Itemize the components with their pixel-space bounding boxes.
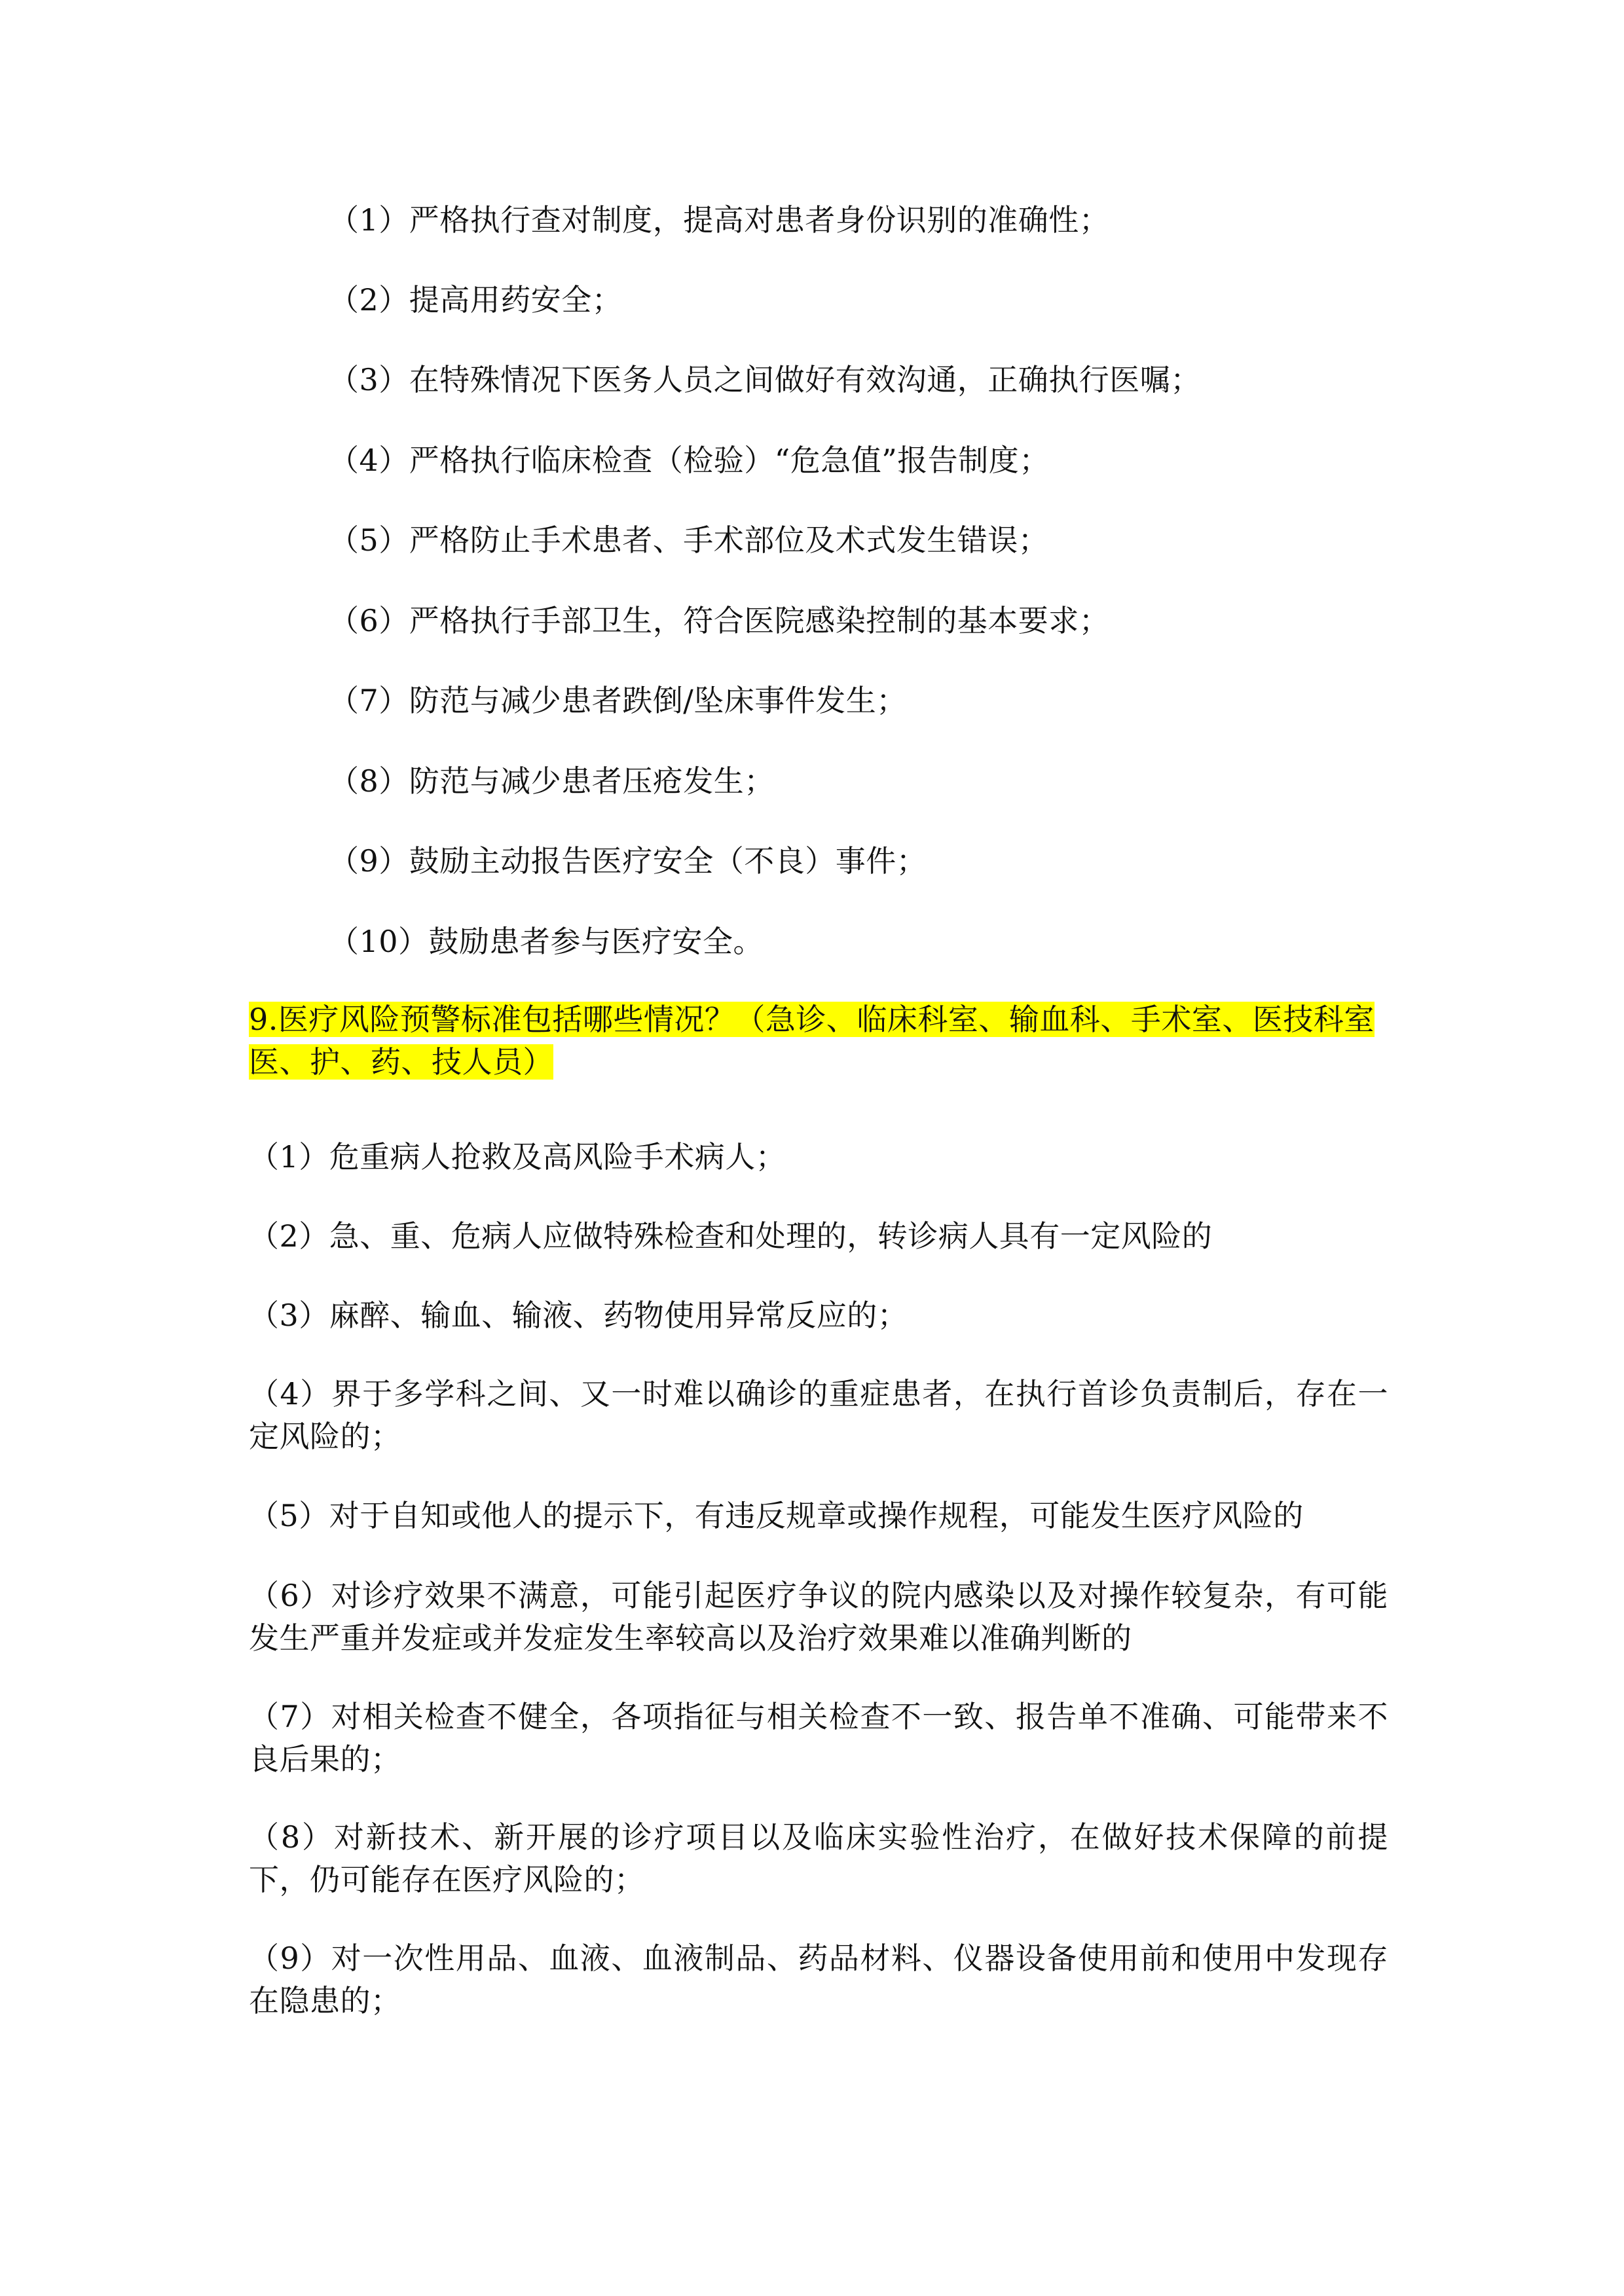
list-item: （3）在特殊情况下医务人员之间做好有效沟通，正确执行医嘱；: [329, 362, 1201, 397]
list-item: （10）鼓励患者参与医疗安全。: [329, 924, 764, 959]
list-item: （8）防范与减少患者压疮发生；: [329, 763, 775, 799]
list-item: （1）严格执行查对制度，提高对患者身份识别的准确性；: [329, 202, 1110, 238]
section-heading: [249, 998, 1388, 1084]
list-item: （5）对于自知或他人的提示下，有违反规章或操作规程，可能发生医疗风险的: [249, 1498, 1304, 1533]
list-item: （3）麻醉、输血、输液、药物使用异常反应的；: [249, 1298, 908, 1333]
list-item: （4）界于多学科之间、又一时难以确诊的重症患者，在执行首诊负责制后，存在一定风险的；: [249, 1376, 1388, 1454]
list-item: （7）防范与减少患者跌倒/坠床事件发生；: [329, 683, 907, 718]
list-item: （9）对一次性用品、血液、血液制品、药品材料、仪器设备使用前和使用中发现存在隐患的；: [249, 1941, 1388, 2018]
list-item: （1）危重病人抢救及高风险手术病人；: [249, 1139, 786, 1175]
list-item: （4）严格执行临床检查（检验）“危急值”报告制度；: [329, 443, 1050, 478]
list-item: （6）严格执行手部卫生，符合医院感染控制的基本要求；: [329, 603, 1110, 638]
list-item: （8）对新技术、新开展的诊疗项目以及临床实验性治疗，在做好技术保障的前提下，仍可能存在医疗风险的；: [249, 1819, 1388, 1897]
list-item: （2）提高用药安全；: [329, 282, 623, 318]
list-item: （5）严格防止手术患者、手术部位及术式发生错误；: [329, 522, 1049, 558]
list-item: （2）急、重、危病人应做特殊检查和处理的，转诊病人具有一定风险的: [249, 1218, 1213, 1254]
list-item: （7）对相关检查不健全，各项指征与相关检查不一致、报告单不准确、可能带来不良后果的；: [249, 1699, 1388, 1777]
list-item: （6）对诊疗效果不满意，可能引起医疗争议的院内感染以及对操作较复杂，有可能发生严重并发症或并发症发生率较高以及治疗效果难以准确判断的: [249, 1578, 1388, 1656]
highlighted-heading-text: 9.医疗风险预警标准包括哪些情况？（急诊、临床科室、输血科、手术室、医技科室医、护、药、技人员）: [249, 1002, 1375, 1080]
list-item: （9）鼓励主动报告医疗安全（不良）事件；: [329, 843, 927, 879]
